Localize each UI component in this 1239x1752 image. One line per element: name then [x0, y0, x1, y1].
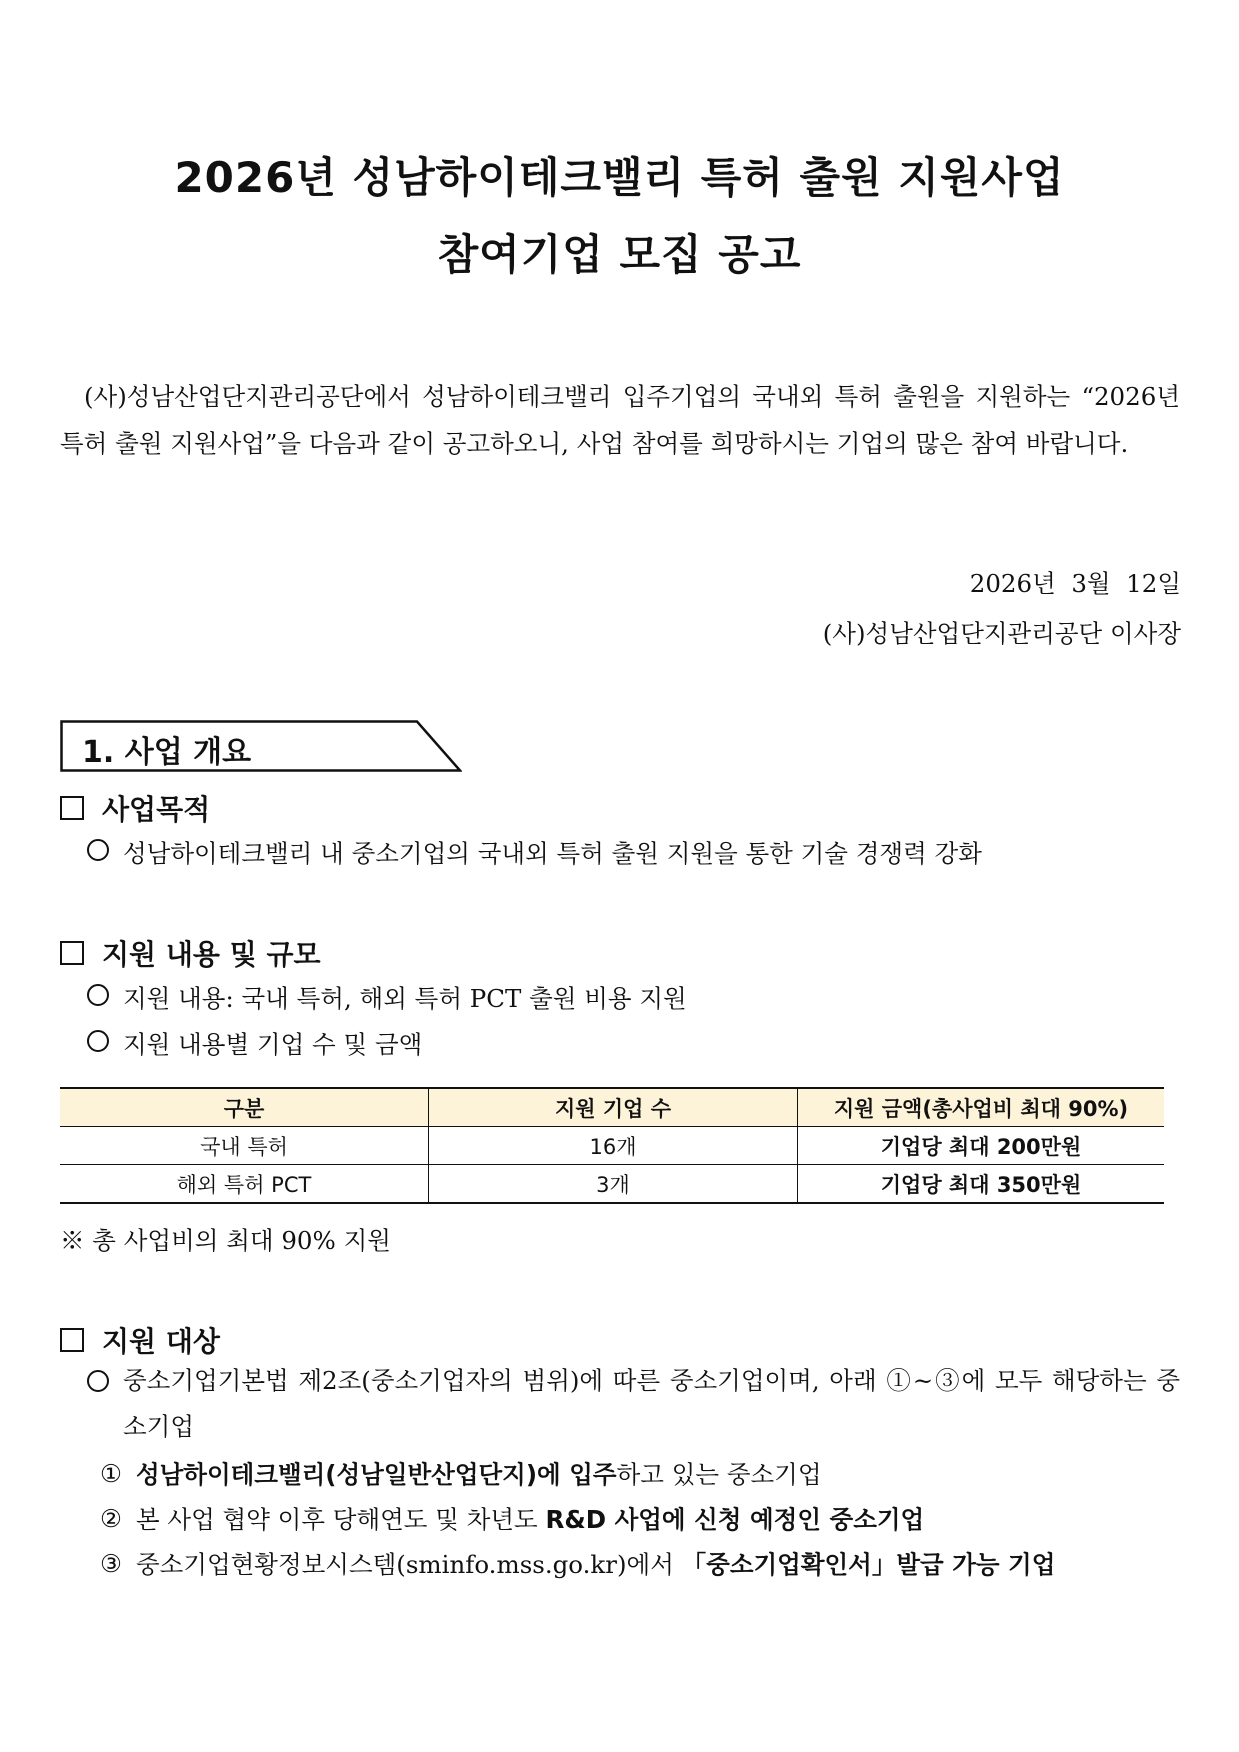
item-text: 하고 있는 중소기업: [616, 1460, 822, 1489]
item-text: 본 사업 협약 이후 당해연도 및 차년도: [135, 1505, 546, 1534]
table-cell: 기업당 최대 200만원: [798, 1127, 1165, 1165]
circle-bullet-icon: [87, 1370, 109, 1392]
circle-bullet-icon: [87, 839, 109, 861]
table-cell: 기업당 최대 350만원: [798, 1165, 1165, 1204]
target-item: [100, 1546, 1055, 1581]
announcement-date: 2026년 3월 12일: [969, 569, 1181, 598]
table-cell: 3개: [429, 1165, 798, 1204]
support-item: [87, 1026, 422, 1061]
checkbox-square-icon: [60, 796, 84, 820]
target-item: [100, 1456, 822, 1491]
support-table: [60, 1087, 1164, 1204]
document-title-line1: 2026년 성남하이테크밸리 특허 출원 지원사업: [174, 153, 1065, 202]
checkbox-square-icon: [60, 1328, 84, 1352]
circle-bullet-icon: [87, 1030, 109, 1052]
intro-paragraph: [60, 373, 1180, 467]
section-heading: 1. 사업 개요: [82, 735, 252, 770]
support-item: [87, 980, 687, 1015]
document-title-line2: 참여기업 모집 공고: [437, 230, 802, 279]
checkbox-square-icon: [60, 941, 84, 965]
target-heading: [60, 1320, 220, 1360]
purpose-heading-text: 사업목적: [102, 793, 211, 826]
item-bold-text: 성남하이테크밸리(성남일반산업단지)에 입주: [135, 1460, 617, 1489]
item-bold-text: 「중소기업확인서」발급 가능 기업: [681, 1550, 1056, 1579]
circle-bullet-icon: [87, 984, 109, 1006]
table-header-cell: 구분: [60, 1088, 429, 1127]
target-item: [100, 1501, 924, 1536]
signature: (사)성남산업단지관리공단 이사장: [822, 619, 1181, 648]
support-item-text: 지원 내용: 국내 특허, 해외 특허 PCT 출원 비용 지원: [123, 984, 687, 1013]
table-cell: 16개: [429, 1127, 798, 1165]
item-number: ①: [100, 1459, 122, 1488]
table-cell: 해외 특허 PCT: [60, 1165, 429, 1204]
target-condition-text: 중소기업기본법 제2조(중소기업자의 범위)에 따른 중소기업이며, 아래 ①~③에 모두 해당하는 중소기업: [123, 1366, 1180, 1441]
purpose-item-text: 성남하이테크밸리 내 중소기업의 국내외 특허 출원 지원을 통한 기술 경쟁력 강화: [123, 839, 982, 868]
item-text: 중소기업현황정보시스템(sminfo.mss.go.kr)에서: [135, 1550, 682, 1579]
table-row: [60, 1127, 1164, 1165]
target-heading-text: 지원 대상: [102, 1325, 220, 1358]
support-item-text: 지원 내용별 기업 수 및 금액: [123, 1030, 423, 1059]
target-condition: [87, 1358, 1180, 1450]
table-header-row: [60, 1088, 1164, 1127]
item-number: ③: [100, 1549, 122, 1578]
support-note: ※ 총 사업비의 최대 90% 지원: [60, 1226, 391, 1255]
table-cell: 국내 특허: [60, 1127, 429, 1165]
table-header-cell: 지원 금액(총사업비 최대 90%): [798, 1088, 1165, 1127]
table-row: [60, 1165, 1164, 1204]
item-number: ②: [100, 1504, 122, 1533]
purpose-item: [87, 835, 982, 870]
intro-text: (사)성남산업단지관리공단에서 성남하이테크밸리 입주기업의 국내외 특허 출원을 지원하는 “2026년 특허 출원 지원사업”을 다음과 같이 공고하오니, 사업 참여를 희망하시는 기업의 많은 참여 바랍니다.: [60, 382, 1180, 458]
support-heading: [60, 933, 321, 973]
table-header-cell: 지원 기업 수: [429, 1088, 798, 1127]
support-heading-text: 지원 내용 및 규모: [102, 938, 321, 971]
item-bold-text: R&D 사업에 신청 예정인 중소기업: [545, 1505, 925, 1534]
purpose-heading: [60, 788, 210, 828]
